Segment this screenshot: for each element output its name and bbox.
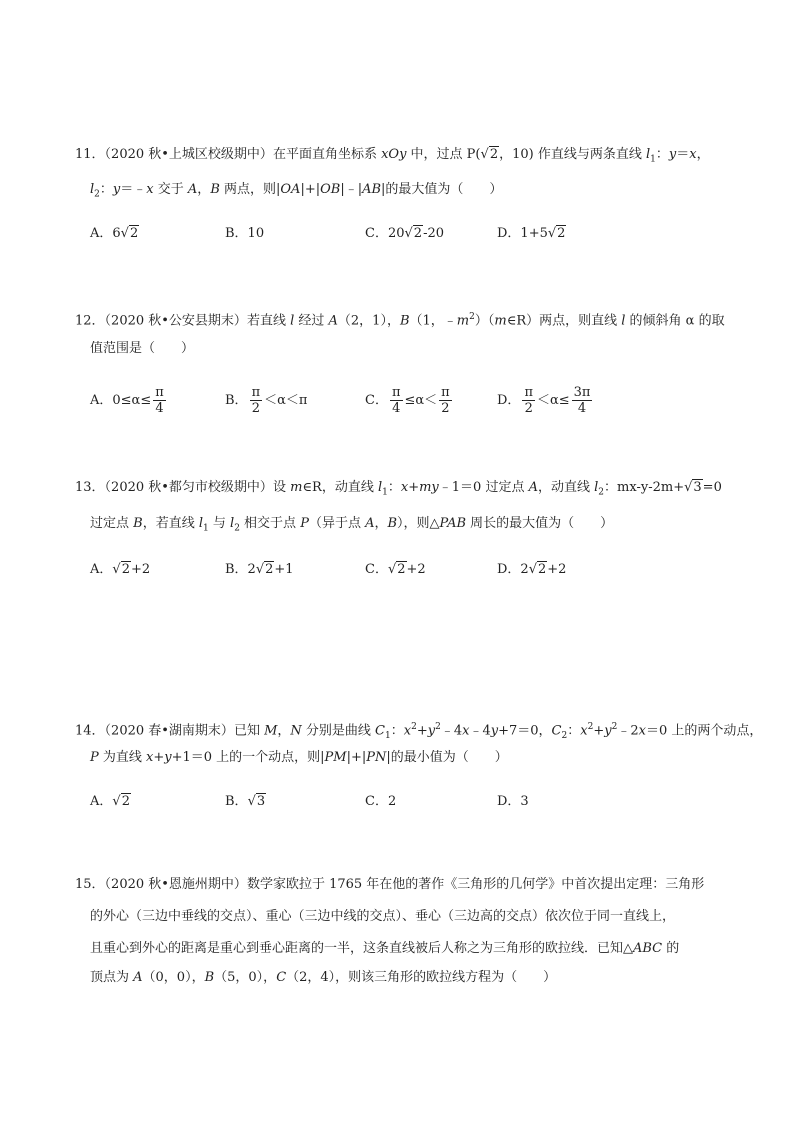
option-label: C． [365, 562, 388, 577]
option-label: B． [225, 794, 248, 809]
q11-var: x [146, 182, 154, 197]
q13-text: =0 [702, 480, 722, 495]
q12-text: 经过 [294, 313, 329, 329]
q12-line1 [75, 307, 725, 331]
q15-number: 15． [75, 877, 105, 892]
q14-sup: 2 [587, 722, 594, 732]
q11-var: x [689, 147, 697, 162]
q13-sub: 1 [203, 523, 209, 534]
q12-var: A [328, 313, 338, 329]
radicand: 2 [129, 226, 139, 241]
sqrt: √3 [684, 480, 702, 495]
q14-text: 为直线 [98, 750, 147, 765]
q13-var: A [528, 480, 538, 495]
q15-line1 [75, 875, 704, 895]
q14-sub: 1 [385, 730, 391, 741]
q15-line4 [90, 968, 556, 988]
option-label: A． [90, 794, 113, 809]
q14-sub: 2 [561, 730, 568, 741]
q15-text: （0，0）， [142, 970, 205, 985]
q12-var: l [621, 313, 626, 329]
q13-var: l [230, 516, 235, 531]
q11-number: 11． [75, 147, 105, 162]
q14-var: x [403, 723, 412, 739]
q14-text: +7＝0， [498, 723, 552, 739]
q14-var: C [551, 723, 562, 739]
sqrt: √2 [255, 562, 274, 577]
q11-option-b[interactable] [225, 224, 264, 244]
q15-line3 [90, 939, 679, 959]
option-label: D．1+5 [497, 226, 548, 241]
q12-text: 的倾斜角 α 的取 [625, 313, 725, 329]
q14-sup: 2 [435, 722, 441, 732]
q13-text: ，动直线 [537, 480, 595, 495]
q13-var: x+my [400, 480, 439, 495]
option-label: A． [90, 562, 113, 577]
q12-option-b[interactable] [225, 385, 307, 416]
q11-option-c[interactable] [365, 224, 444, 244]
q14-text: +1＝0 上的一个动点，则| [171, 750, 325, 765]
q11-text: ＝﹣ [120, 182, 147, 197]
q13-text: ： [387, 480, 401, 495]
q14-var: P [90, 750, 99, 765]
numerator: π [441, 385, 450, 400]
q11-var: OB [320, 182, 341, 197]
q13-var: P [300, 516, 309, 531]
q15-var: A [133, 970, 143, 985]
option-text: +1 [274, 562, 294, 577]
option-text: ＜α≤ [536, 393, 570, 408]
q13-line2 [90, 514, 613, 539]
option-text: +2 [547, 562, 567, 577]
q13-var: A [365, 516, 375, 531]
q14-text: ： [567, 723, 581, 739]
q15-source: （2020 秋•恩施州期中） [104, 877, 247, 892]
q15-text: （2，4），则该三角形的欧拉线方程为（ ） [286, 970, 557, 985]
sqrt: √2 [404, 226, 423, 241]
q11-source: （2020 秋•上城区校级期中） [104, 147, 273, 162]
q11-text: ： [99, 182, 113, 197]
q13-var: l [594, 480, 599, 495]
denominator: 2 [524, 401, 533, 416]
q14-var: y [490, 723, 499, 739]
q15-text: 数学家欧拉于 1765 年在他的著作《三角形的几何学》中首次提出定理：三角形 [246, 877, 705, 892]
q13-option-b[interactable] [225, 560, 294, 580]
fraction [439, 385, 452, 416]
option-label: B．10 [225, 226, 265, 241]
numerator: 3π [573, 385, 591, 400]
q11-option-a[interactable] [90, 224, 139, 244]
q11-text: ，10) 作直线与两条直线 [499, 147, 646, 162]
q15-var: C [276, 970, 287, 985]
q14-sup: 2 [411, 722, 417, 732]
q11-var: OA [280, 182, 301, 197]
q14-var: x [462, 723, 470, 739]
q11-text: 交于 [153, 182, 188, 197]
radicand: 2 [557, 226, 566, 241]
q12-option-c[interactable] [365, 385, 454, 416]
q14-var: PN [366, 750, 387, 765]
q13-text: 相交于点 [239, 516, 301, 531]
option-text: +2 [130, 562, 151, 577]
q14-text: ﹣2 [617, 723, 639, 739]
q14-var: PM [324, 750, 347, 765]
q14-text: 分别是曲线 [301, 723, 376, 739]
option-label: A．6 [90, 226, 121, 241]
q14-text: |+| [346, 750, 367, 765]
option-text: +2 [406, 562, 426, 577]
q11-line2 [90, 180, 502, 205]
q11-text: 中，过点 P( [406, 147, 481, 162]
q12-option-d[interactable] [497, 385, 594, 416]
option-label: A．0≤α≤ [90, 393, 152, 408]
option-label: C．20 [365, 226, 405, 241]
q14-line1 [75, 717, 762, 746]
fraction [522, 385, 535, 416]
q11-text: ， [696, 147, 710, 162]
q14-number: 14． [75, 723, 105, 739]
q11-option-d[interactable] [497, 224, 566, 244]
q12-number: 12． [75, 313, 105, 329]
q11-sub: 1 [650, 154, 656, 165]
sqrt: √2 [120, 226, 139, 241]
q14-option-b[interactable] [225, 792, 266, 812]
q12-text: ）（ [474, 313, 495, 329]
q14-text: ＝0 上的两个动点， [645, 723, 763, 739]
q14-var: N [290, 723, 302, 739]
q13-text: （异于点 [308, 516, 366, 531]
q13-text: 设 [272, 480, 291, 495]
option-label: C． [365, 393, 388, 408]
q12-text: 值范围是（ ） [90, 341, 195, 356]
q15-text: 顶点为 [90, 970, 134, 985]
fraction [390, 385, 403, 416]
sqrt: √2 [112, 562, 130, 577]
q11-var: l [90, 182, 95, 197]
denominator: 4 [392, 401, 401, 416]
radicand: 2 [121, 794, 130, 809]
q11-var: l [645, 147, 651, 162]
radicand: 3 [693, 480, 702, 495]
q11-text: |的最大值为（ ） [381, 182, 503, 197]
fraction [250, 385, 263, 416]
q14-text: + [416, 723, 428, 739]
radicand: 3 [256, 794, 266, 809]
q15-text: 的外心（三边中垂线的交点）、重心（三边中线的交点）、垂心（三边高的交点）依次位于同一直线上， [90, 909, 676, 924]
fraction [572, 385, 593, 416]
q13-sub: 2 [234, 523, 240, 534]
option-label: C．2 [365, 794, 397, 809]
sqrt: √2 [112, 794, 130, 809]
q14-var: y [604, 723, 612, 739]
numerator: π [391, 385, 401, 400]
q14-text: ﹣4 [469, 723, 491, 739]
q14-option-c[interactable] [365, 792, 396, 812]
q13-text: ∈R，动直线 [302, 480, 378, 495]
q11-line1 [75, 145, 710, 170]
q12-var: B [399, 313, 410, 329]
q14-text: |的最小值为（ ） [386, 750, 508, 765]
denominator: 2 [441, 401, 450, 416]
q14-var: x+y [146, 750, 172, 765]
sqrt: √2 [528, 562, 547, 577]
q14-line2 [90, 748, 508, 768]
q12-var: m [456, 313, 470, 329]
q11-text: 两点，则| [219, 182, 281, 197]
q14-sup: 2 [611, 722, 618, 732]
q11-sqrt: √2 [480, 147, 499, 162]
numerator: π [155, 385, 164, 400]
q12-source: （2020 秋•公安县期末） [104, 313, 247, 329]
q15-text: （5，0）， [214, 970, 277, 985]
option-label: D．3 [497, 794, 529, 809]
q12-var: l [290, 313, 295, 329]
option-text: ＜α＜π [264, 393, 308, 408]
q13-text: ：mx-y-2m+ [604, 480, 685, 495]
q14-var: M [264, 723, 278, 739]
q12-text: （2，1）， [337, 313, 400, 329]
radicand: 2 [121, 562, 130, 577]
q13-text: 周长的最大值为（ ） [466, 516, 614, 531]
q13-source: （2020 秋•都匀市校级期中） [104, 480, 273, 495]
q11-text: ： [655, 147, 669, 162]
q13-var: PAB [439, 516, 467, 531]
q11-text: ＝ [676, 147, 690, 162]
q15-text: 的 [662, 941, 680, 956]
q12-text: 若直线 [246, 313, 291, 329]
q14-source: （2020 春•湖南期末） [104, 723, 234, 739]
q13-var: l [377, 480, 383, 495]
q11-text: ， [197, 182, 211, 197]
denominator: 4 [155, 401, 164, 416]
q11-sub: 2 [94, 189, 100, 200]
q13-option-c[interactable] [365, 560, 426, 580]
q14-text: + [593, 723, 605, 739]
sqrt: √2 [387, 562, 406, 577]
q12-line2 [90, 339, 194, 359]
q11-var: xOy [381, 147, 407, 162]
q11-var: A [187, 182, 198, 197]
q14-option-a[interactable] [90, 792, 131, 812]
numerator: π [251, 385, 261, 400]
q15-text: 且重心到外心的距离是重心到垂心距离的一半，这条直线被后人称之为三角形的欧拉线．已知△ [90, 941, 633, 956]
q13-text: 过定点 [90, 516, 134, 531]
q14-text: 已知 [233, 723, 265, 739]
q13-var: B [387, 516, 398, 531]
q13-line1 [75, 478, 722, 503]
q14-text: ﹣4 [440, 723, 463, 739]
q13-text: 与 [208, 516, 231, 531]
option-label: D． [497, 393, 521, 408]
q14-text: ， [277, 723, 291, 739]
q14-var: C [375, 723, 385, 739]
q13-number: 13． [75, 480, 105, 495]
q14-var: x [580, 723, 588, 739]
q11-text: 在平面直角坐标系 [272, 147, 382, 162]
q13-text: ﹣1＝0 过定点 [438, 480, 529, 495]
q15-var: ABC [633, 941, 663, 956]
q13-sub: 2 [598, 487, 605, 498]
q11-text: |+| [300, 182, 321, 197]
q14-text: ： [390, 723, 404, 739]
q13-option-d[interactable] [497, 560, 566, 580]
q13-text: ， [374, 516, 388, 531]
q11-var: y [112, 182, 121, 197]
q14-var: y [427, 723, 436, 739]
radicand: 2 [538, 562, 547, 577]
q12-var: m [494, 313, 507, 329]
q14-var: x [638, 723, 646, 739]
q13-option-a[interactable] [90, 560, 150, 580]
denominator: 2 [251, 401, 260, 416]
sqrt: √2 [547, 226, 566, 241]
q12-text: （1，﹣ [409, 313, 457, 329]
radicand: 2 [265, 562, 274, 577]
radicand: 2 [397, 562, 406, 577]
q11-text: |﹣| [340, 182, 363, 197]
q13-var: B [133, 516, 143, 531]
q12-option-a[interactable] [90, 385, 168, 416]
q12-sup: 2 [469, 312, 475, 322]
option-label: B． [225, 393, 248, 408]
option-text: -20 [423, 226, 445, 241]
q13-var: l [198, 516, 204, 531]
q13-text: ，若直线 [142, 516, 199, 531]
option-label: B．2 [225, 562, 256, 577]
q11-var: y [668, 147, 677, 162]
sqrt: √3 [247, 794, 266, 809]
q11-var: B [210, 182, 220, 197]
q12-text: ∈R）两点，则直线 [506, 313, 622, 329]
option-text: ≤α＜ [404, 393, 438, 408]
q15-line2 [90, 907, 675, 927]
denominator: 4 [577, 401, 587, 416]
q11-var: AB [362, 182, 382, 197]
q13-var: m [290, 480, 303, 495]
option-label: D．2 [497, 562, 529, 577]
q14-option-d[interactable] [497, 792, 529, 812]
q13-text: ），则△ [397, 516, 440, 531]
q13-sub: 1 [382, 487, 388, 498]
q15-var: B [204, 970, 215, 985]
numerator: π [524, 385, 533, 400]
radicand: 2 [413, 226, 423, 241]
fraction [153, 385, 166, 416]
